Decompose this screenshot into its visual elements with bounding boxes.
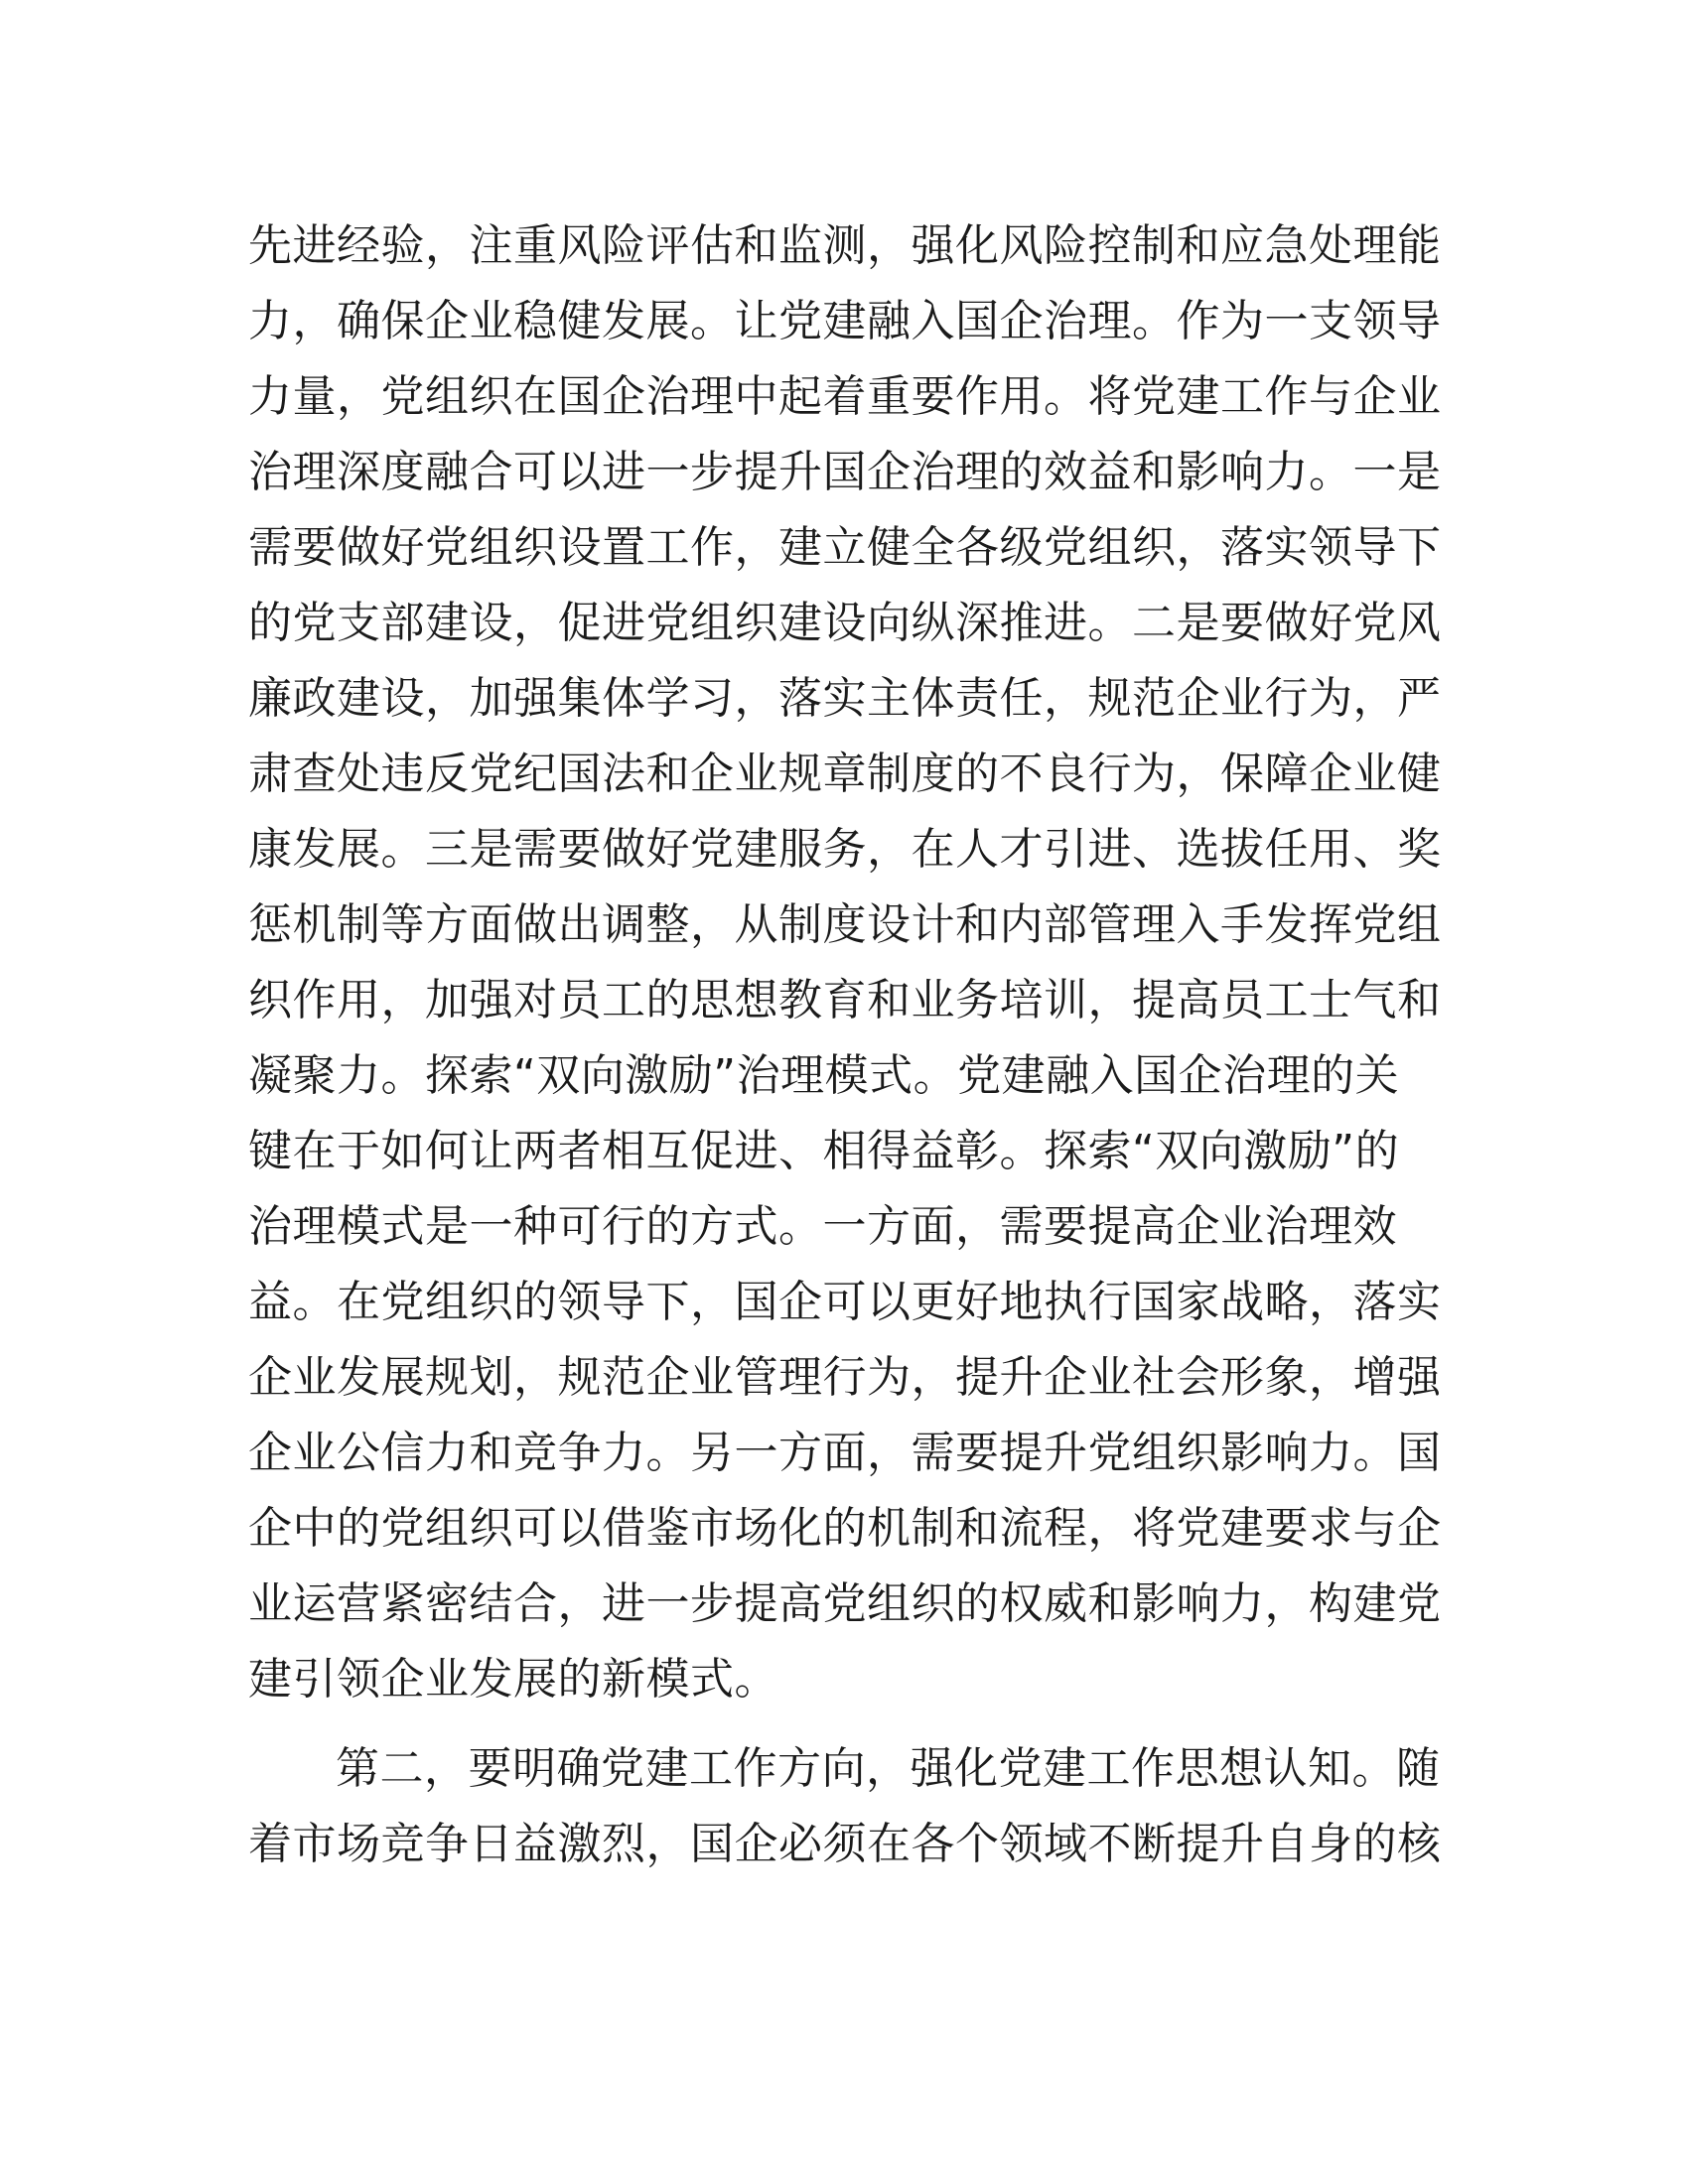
text-line: 业运营紧密结合，进一步提高党组织的权威和影响力，构建党 — [248, 1578, 1442, 1629]
text-line: 治理模式是一种可行的方式。一方面，需要提高企业治理效 — [248, 1201, 1397, 1252]
text-line: 凝聚力。探索“双向激励”治理模式。党建融入国企治理的关 — [248, 1050, 1400, 1101]
text-line: 廉政建设，加强集体学习，落实主体责任，规范企业行为，严 — [248, 673, 1442, 724]
text-line: 先进经验，注重风险评估和监测，强化风险控制和应急处理能 — [248, 220, 1442, 271]
paragraph-spacer — [248, 1717, 1440, 1731]
text-line: 建引领企业发展的新模式。 — [248, 1654, 778, 1705]
text-line: 力，确保企业稳健发展。让党建融入国企治理。作为一支领导 — [248, 296, 1442, 346]
text-line: 肃查处违反党纪国法和企业规章制度的不良行为，保障企业健 — [248, 749, 1442, 799]
text-line: 康发展。三是需要做好党建服务，在人才引进、选拔任用、奖 — [248, 824, 1442, 875]
text-line: 企业公信力和竞争力。另一方面，需要提升党组织影响力。国 — [248, 1428, 1442, 1478]
text-line: 力量，党组织在国企治理中起着重要作用。将党建工作与企业 — [248, 371, 1442, 422]
text-line: 的党支部建设，促进党组织建设向纵深推进。二是要做好党风 — [248, 598, 1442, 648]
text-line: 企业发展规划，规范企业管理行为，提升企业社会形象，增强 — [248, 1352, 1442, 1403]
text-line: 第二，要明确党建工作方向，强化党建工作思想认知。随 — [336, 1743, 1441, 1794]
text-line: 需要做好党组织设置工作，建立健全各级党组织，落实领导下 — [248, 522, 1442, 573]
paragraph-1 — [248, 208, 1440, 1717]
text-line: 着市场竞争日益激烈，国企必须在各个领域不断提升自身的核 — [248, 1819, 1442, 1869]
text-line: 惩机制等方面做出调整，从制度设计和内部管理入手发挥党组 — [248, 899, 1442, 950]
text-line: 治理深度融合可以进一步提升国企治理的效益和影响力。一是 — [248, 447, 1442, 497]
body-text — [248, 208, 1440, 1882]
text-line: 企中的党组织可以借鉴市场化的机制和流程，将党建要求与企 — [248, 1503, 1442, 1554]
text-line: 键在于如何让两者相互促进、相得益彰。探索“双向激励”的 — [248, 1126, 1400, 1176]
text-line: 益。在党组织的领导下，国企可以更好地执行国家战略，落实 — [248, 1277, 1442, 1327]
text-line: 织作用，加强对员工的思想教育和业务培训，提高员工士气和 — [248, 975, 1442, 1025]
paragraph-2 — [248, 1731, 1440, 1882]
